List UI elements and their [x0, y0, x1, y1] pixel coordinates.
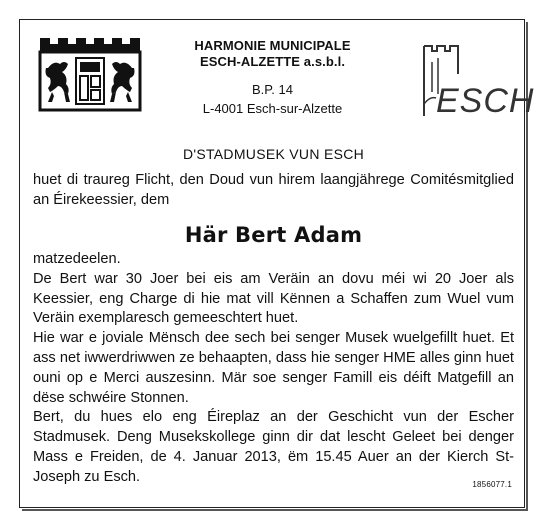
subheading: D'STADMUSEK VUN ESCH: [182, 146, 365, 162]
org-name-line2: ESCH-ALZETTE a.s.b.l.: [199, 54, 346, 69]
esch-city-logo: [418, 38, 535, 120]
body-paragraph: De Bert war 30 Joer bei eis am Veräin an dovu méi wi 20 Joer als Keessier, eng Charge di hie mat vill Kënnen a Schaffen zum Wuel vum Veräin exemplaresch gemeeschtert huet.: [33, 270, 514, 327]
intro-text: huet di traureg Flicht, den Doud vun hirem laangjährege Comitésmitglied an Éirekeessier, dem: [33, 172, 514, 208]
deceased-name: Här Bert Adam: [184, 223, 363, 247]
body-paragraph: Bert, du hues elo eng Éireplaz an der Geschicht vun der Escher Stadmusek. Deng Musekskollege ginn dir dat lescht Geleet bei denger Mass e Freiden, de 4. Januar 2013, ëm 15.45 Auer an der Kierch St-Joseph zu Esch.: [33, 409, 514, 485]
body-paragraph: Hie war e joviale Mënsch dee sech bei senger Musek wuelgefillt huet. Et ass net iwwerdriwwen ze behaapten, dass hie senger HME alles ginn huet ouni op e Merci auszesinn. Mär soe senger Famill eis déift Matgefill an dëse schwéire Stonnen.: [33, 330, 514, 406]
esch-logo-text: ESCH: [436, 82, 535, 120]
coat-of-arms-logo: [36, 34, 144, 114]
reference-number: 1856077.1: [472, 480, 512, 489]
org-name-line1: HARMONIE MUNICIPALE: [194, 38, 351, 53]
organization-header: [140, 38, 405, 118]
notice-body: [33, 250, 514, 488]
postal-address: L-4001 Esch-sur-Alzette: [202, 101, 343, 116]
postal-box: B.P. 14: [252, 82, 293, 97]
body-paragraph: matzedeelen.: [33, 251, 121, 267]
